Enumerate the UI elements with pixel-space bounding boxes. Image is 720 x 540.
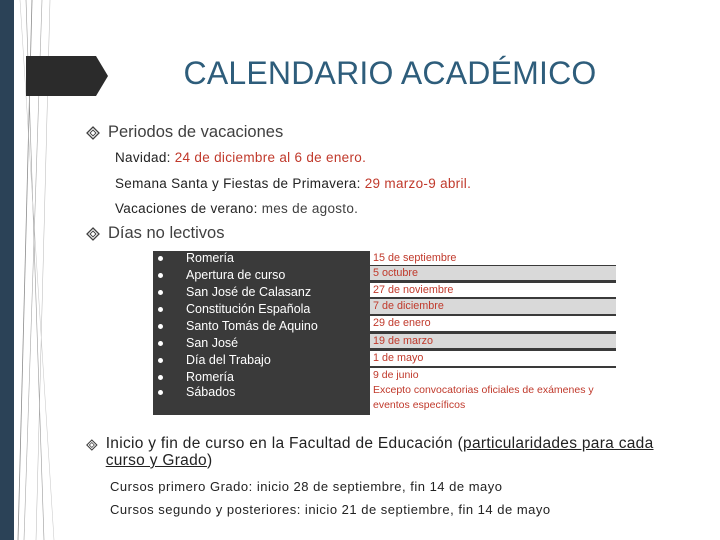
vacation-value: mes de agosto. xyxy=(261,201,359,216)
holiday-name: Sábados xyxy=(186,385,236,399)
holiday-row xyxy=(153,250,365,267)
diamond-outline-icon xyxy=(86,227,100,241)
vacation-item-navidad xyxy=(115,150,366,165)
holiday-date-block xyxy=(370,368,616,415)
holiday-names-column xyxy=(153,251,365,415)
diamond-outline-icon xyxy=(86,126,100,140)
holiday-date: Excepto convocatorias oficiales de exámenes y eventos específicos xyxy=(373,384,594,411)
holiday-row xyxy=(153,284,365,301)
holiday-date: 5 octubre xyxy=(370,266,616,280)
holiday-name: Apertura de curso xyxy=(186,268,286,282)
vacation-label: Semana Santa y Fiestas de Primavera: xyxy=(115,176,361,191)
filled-circle-icon xyxy=(158,307,163,312)
holiday-row xyxy=(153,352,365,369)
holiday-name: Constitución Española xyxy=(186,302,311,316)
holiday-name: Romería xyxy=(186,370,234,384)
vacation-label: Navidad xyxy=(115,150,167,165)
holiday-row xyxy=(153,318,365,335)
particularidades-link[interactable]: particularidades para cada curso y Grado xyxy=(105,435,654,469)
heading-text-pre: Inicio y fin de curso en la Facultad de Educación ( xyxy=(105,435,464,452)
title-tab-shape xyxy=(26,56,108,96)
holiday-row xyxy=(153,301,365,318)
holiday-name: Día del Trabajo xyxy=(186,353,271,367)
vacation-label: Vacaciones de verano: xyxy=(115,201,258,216)
vacation-separator: : xyxy=(166,150,175,165)
filled-circle-icon xyxy=(158,375,163,380)
holiday-date: 19 de marzo xyxy=(370,334,616,348)
vacation-item-semana-santa xyxy=(115,176,471,191)
section-heading-text: Periodos de vacaciones xyxy=(108,123,284,141)
section-no-lectivos-heading xyxy=(86,224,224,243)
holiday-date: 15 de septiembre xyxy=(370,251,616,265)
section-vacaciones-heading xyxy=(86,123,283,142)
filled-circle-icon xyxy=(158,324,163,329)
filled-circle-icon xyxy=(158,290,163,295)
filled-circle-icon xyxy=(158,341,163,346)
section-heading-text xyxy=(106,435,656,469)
holiday-name: Santo Tomás de Aquino xyxy=(186,319,318,333)
holiday-date: 1 de mayo xyxy=(370,351,616,366)
holiday-name: San José xyxy=(186,336,239,350)
holiday-dates-column xyxy=(370,251,616,415)
holiday-date: 7 de diciembre xyxy=(370,299,616,314)
vacation-item-verano xyxy=(115,201,358,216)
holiday-date: 27 de noviembre xyxy=(370,283,616,297)
course-dates-item: Cursos segundo y posteriores: inicio 21 de septiembre, fin 14 de mayo xyxy=(110,502,551,517)
vacation-value: 29 marzo-9 abril. xyxy=(364,176,472,191)
vacation-value: 24 de diciembre al 6 de enero. xyxy=(174,150,367,165)
holiday-row xyxy=(153,267,365,284)
filled-circle-icon xyxy=(158,273,163,278)
holiday-date: 29 de enero xyxy=(370,316,616,331)
section-inicio-fin-heading xyxy=(86,435,656,469)
left-accent-strip xyxy=(0,0,14,540)
filled-circle-icon xyxy=(158,390,163,395)
holiday-row xyxy=(153,384,365,401)
course-dates-item: Cursos primero Grado: inicio 28 de septiembre, fin 14 de mayo xyxy=(110,479,503,494)
holiday-name: Romería xyxy=(186,251,234,265)
page-title: CALENDARIO ACADÉMICO xyxy=(183,55,597,91)
heading-text-post: ) xyxy=(206,452,213,469)
holidays-table xyxy=(153,251,616,415)
filled-circle-icon xyxy=(158,256,163,261)
diamond-outline-icon xyxy=(86,438,98,452)
section-heading-text: Días no lectivos xyxy=(108,224,225,242)
filled-circle-icon xyxy=(158,358,163,363)
holiday-name: San José de Calasanz xyxy=(186,285,312,299)
holiday-date: 9 de junio xyxy=(373,369,419,381)
holiday-row xyxy=(153,335,365,352)
